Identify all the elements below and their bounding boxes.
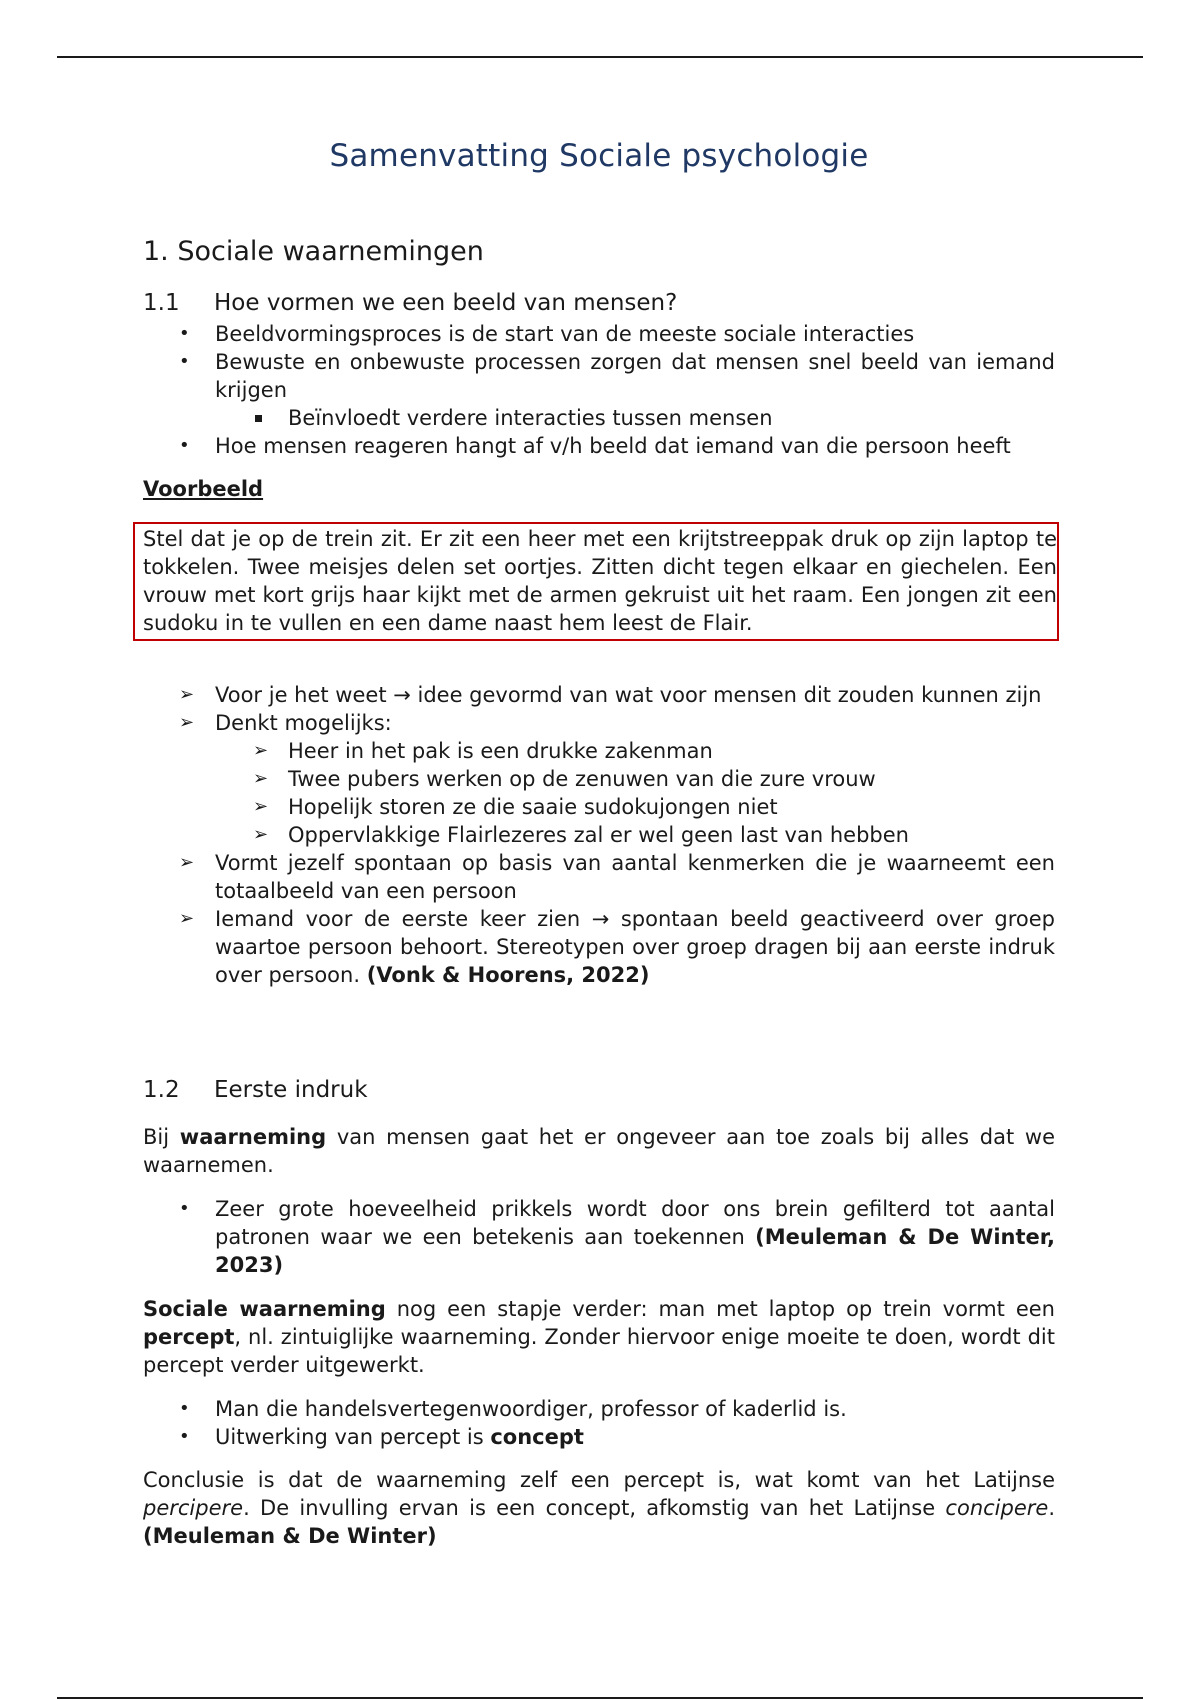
arrow-list: [143, 681, 1055, 989]
arrow-bullet-icon: ➢: [179, 712, 195, 733]
arrow-bullet-icon: ➢: [253, 796, 269, 817]
list-item: ➢ Oppervlakkige Flairlezeres zal er wel geen last van hebben: [253, 823, 909, 847]
citation: (Meuleman & De Winter, 2023): [215, 1225, 1055, 1277]
list-item: Beïnvloedt verdere interacties tussen mensen: [143, 404, 1055, 432]
paragraph: Conclusie is dat de waarneming zelf een percept is, wat komt van het Latijnse percipere. De invulling ervan is een concept, afkomstig van het Latijnse concipere. (Meuleman & De Winter): [143, 1468, 1055, 1548]
bullet-icon: •: [179, 1426, 190, 1447]
arrow-bullet-icon: ➢: [253, 824, 269, 845]
bullet-icon: •: [179, 323, 190, 344]
subsection-title: Eerste indruk: [214, 1077, 368, 1103]
subsection-heading-1-1: [143, 290, 677, 316]
paragraph: Bij waarneming van mensen gaat het er ongeveer aan toe zoals bij alles dat we waarnemen.: [143, 1125, 1055, 1177]
subsection-title: Hoe vormen we een beeld van mensen?: [214, 290, 678, 316]
arrow-bullet-icon: ➢: [253, 740, 269, 761]
section-heading: 1. Sociale waarnemingen: [143, 236, 484, 267]
list-item: ➢ Vormt jezelf spontaan op basis van aantal kenmerken die je waarneemt een totaalbeeld van een persoon: [179, 851, 1055, 903]
arrow-bullet-icon: ➢: [179, 908, 195, 929]
list-item: ➢ Voor je het weet → idee gevormd van wat voor mensen dit zouden kunnen zijn: [179, 683, 1042, 707]
arrow-bullet-icon: ➢: [179, 852, 195, 873]
list-item: • Uitwerking van percept is concept: [179, 1425, 584, 1449]
bullet-list: [143, 320, 1055, 460]
arrow-bullet-icon: ➢: [179, 684, 195, 705]
list-item: • Bewuste en onbewuste processen zorgen dat mensen snel beeld van iemand krijgen: [179, 350, 1055, 402]
header-rule: [57, 56, 1143, 58]
bullet-icon: •: [179, 351, 190, 372]
example-box: Stel dat je op de trein zit. Er zit een heer met een krijtstreeppak druk op zijn laptop te tokkelen. Twee meisjes delen set oortjes. Zitten dicht tegen elkaar en giechelen. Een vrouw met kort grijs haar kijkt met de armen gekruist uit het raam. Een jongen zit een sudoku in te vullen en een dame naast hem leest de Flair.: [133, 522, 1059, 641]
list-item: ➢ Iemand voor de eerste keer zien → spontaan beeld geactiveerd over groep waartoe persoon behoort. Stereotypen over groep dragen bij aan eerste indruk over persoon. (Vonk & Hoorens, 2022): [179, 907, 1055, 987]
list-item: ➢ Heer in het pak is een drukke zakenman: [253, 739, 713, 763]
example-label: Voorbeeld: [143, 477, 264, 501]
footer-rule: [57, 1697, 1143, 1699]
arrow-bullet-icon: ➢: [253, 768, 269, 789]
citation: (Meuleman & De Winter): [143, 1524, 437, 1548]
citation: (Vonk & Hoorens, 2022): [366, 963, 650, 987]
bullet-icon: •: [179, 1398, 190, 1419]
subsection-heading-1-2: [143, 1077, 368, 1103]
subsection-number: 1.1: [143, 290, 180, 316]
list-item: • Beeldvormingsproces is de start van de meeste sociale interacties: [179, 322, 915, 346]
list-item: ➢ Twee pubers werken op de zenuwen van die zure vrouw: [253, 767, 876, 791]
paragraph: Sociale waarneming nog een stapje verder: man met laptop op trein vormt een percept, nl. zintuiglijke waarneming. Zonder hiervoor enige moeite te doen, wordt dit percept verder uitgewerkt.: [143, 1297, 1055, 1377]
subsection-number: 1.2: [143, 1077, 180, 1103]
bullet-list: [143, 1395, 1055, 1451]
list-item: ➢ Hopelijk storen ze die saaie sudokujongen niet: [253, 795, 778, 819]
bullet-icon: •: [179, 435, 190, 456]
list-item: • Man die handelsvertegenwoordiger, professor of kaderlid is.: [179, 1397, 847, 1421]
list-item: • Hoe mensen reageren hangt af v/h beeld dat iemand van die persoon heeft: [179, 434, 1011, 458]
bullet-list: [143, 1195, 1055, 1279]
square-bullet-icon: [255, 415, 262, 422]
document-title: Samenvatting Sociale psychologie: [329, 138, 869, 174]
list-item: • Zeer grote hoeveelheid prikkels wordt door ons brein gefilterd tot aantal patronen waar we een betekenis aan toekennen (Meuleman & De Winter, 2023): [179, 1197, 1055, 1277]
list-item: ➢ Denkt mogelijks:: [179, 711, 392, 735]
bullet-icon: •: [179, 1198, 190, 1219]
